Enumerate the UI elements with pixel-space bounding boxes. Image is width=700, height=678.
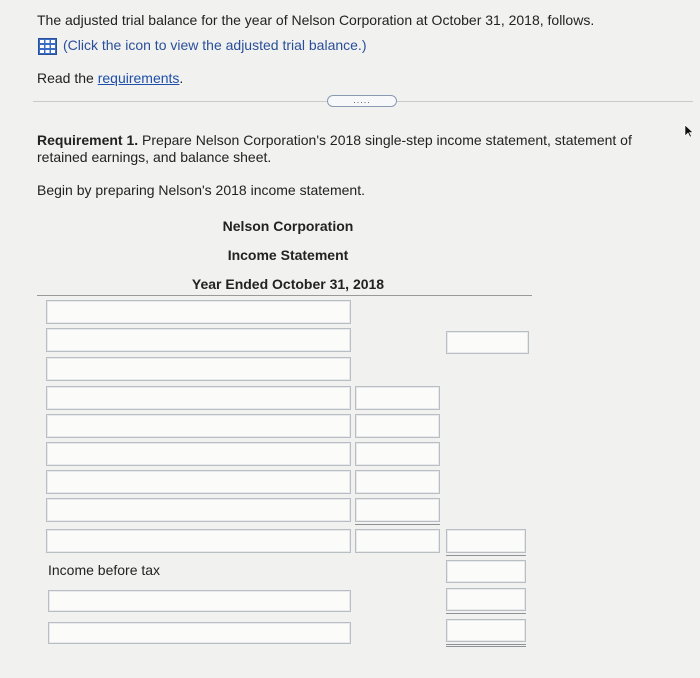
expense-amount-field-5[interactable] — [355, 498, 440, 522]
expand-toggle-button[interactable]: ..... — [327, 95, 397, 107]
total-revenues-amount-field[interactable] — [446, 331, 529, 354]
intro-text: The adjusted trial balance for the year of Nelson Corporation at October 31, 2018, follows. — [37, 12, 595, 28]
read-prefix: Read the — [37, 70, 98, 86]
income-underline — [446, 555, 526, 556]
total-expenses-amount-field[interactable] — [355, 529, 440, 553]
expense-label-field-1[interactable] — [46, 386, 351, 410]
expense-label-field-2[interactable] — [46, 414, 351, 438]
total-expenses-right-field[interactable] — [446, 529, 526, 553]
expense-amount-field-2[interactable] — [355, 414, 440, 438]
tax-underline — [446, 613, 526, 614]
expense-amount-field-1[interactable] — [355, 386, 440, 410]
section-divider-right — [397, 101, 693, 102]
mouse-pointer-icon — [684, 124, 694, 138]
revenue-label-field-2[interactable] — [46, 328, 351, 352]
statement-header-rule — [37, 295, 532, 296]
expenses-label-field[interactable] — [46, 357, 351, 381]
income-before-tax-label: Income before tax — [48, 562, 161, 578]
tax-amount-field[interactable] — [446, 588, 526, 611]
expense-label-field-5[interactable] — [46, 498, 351, 522]
expense-label-field-4[interactable] — [46, 470, 351, 494]
expense-amount-field-4[interactable] — [355, 470, 440, 494]
total-expenses-label-field[interactable] — [46, 529, 351, 553]
table-grid-icon[interactable] — [38, 38, 57, 55]
statement-period: Year Ended October 31, 2018 — [191, 276, 385, 292]
net-income-double-underline — [446, 644, 526, 647]
requirement-line1 — [37, 132, 632, 149]
net-income-label-field[interactable] — [48, 622, 351, 644]
net-income-amount-field[interactable] — [446, 619, 526, 642]
begin-instruction: Begin by preparing Nelson's 2018 income statement. — [37, 182, 365, 198]
revenue-label-field-1[interactable] — [46, 300, 351, 324]
requirement-line2: retained earnings, and balance sheet. — [37, 149, 272, 165]
section-divider-left — [33, 101, 327, 102]
tax-label-field[interactable] — [48, 590, 351, 612]
statement-title: Income Statement — [227, 247, 349, 263]
read-requirements-line — [37, 70, 183, 87]
requirement-text: Prepare Nelson Corporation's 2018 single-step income statement, statement of — [138, 132, 632, 148]
read-suffix: . — [179, 70, 184, 86]
subtotal-underline — [355, 524, 440, 525]
view-trial-balance-link[interactable]: (Click the icon to view the adjusted trial balance.) — [63, 37, 367, 53]
income-before-tax-amount-field[interactable] — [446, 560, 526, 583]
requirements-link[interactable]: requirements — [97, 70, 180, 86]
expense-amount-field-3[interactable] — [355, 442, 440, 466]
expense-label-field-3[interactable] — [46, 442, 351, 466]
requirement-label: Requirement 1. — [37, 132, 139, 148]
company-name: Nelson Corporation — [222, 218, 354, 234]
